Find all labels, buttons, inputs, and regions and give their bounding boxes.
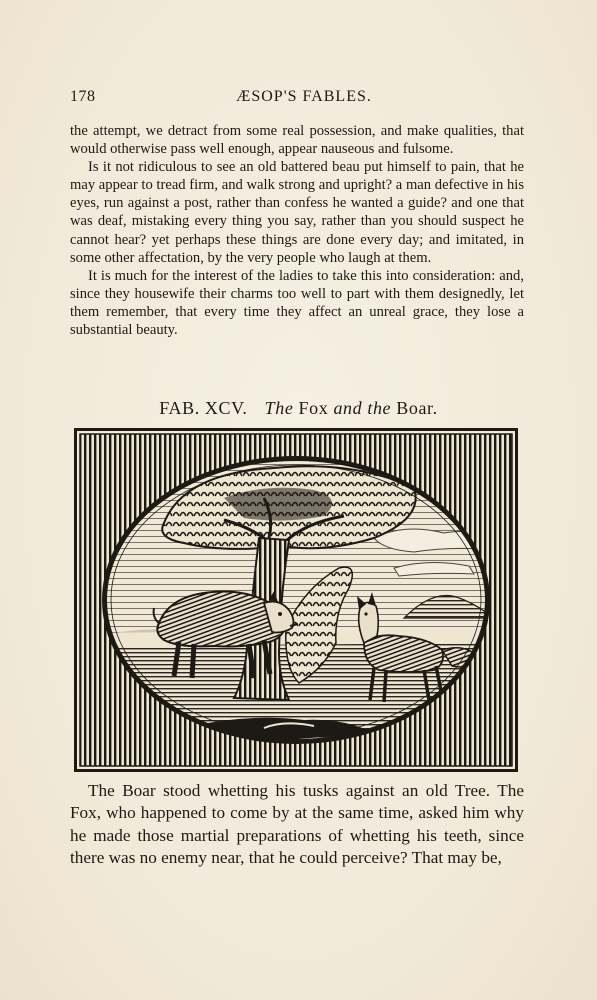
- woodcut-fox-and-boar-icon: [74, 428, 518, 772]
- running-head: [70, 88, 530, 110]
- paragraph-ladies: It is much for the interest of the ladies to take this into consideration: and, since they housewife their charms too well to part with them designedly, let them remember, that every time they affect an unreal grace, they lose a substantial beauty.: [70, 267, 524, 339]
- fable-number: FAB. XCV.: [159, 398, 248, 418]
- running-title: ÆSOP'S FABLES.: [236, 88, 372, 105]
- paragraph-beau: Is it not ridiculous to see an old battered beau put himself to pain, that he may appear to tread firm, and walk strong and upright? a man defective in his eyes, run against a post, rather than confess he wanted a guide? and one that was deaf, mistaking every thing you say, rather than you should suspect he cannot hear? yet perhaps these things are done every day; and imitated, in some other affectation, by the very people who laugh at them.: [70, 159, 524, 266]
- page-number: 178: [70, 88, 96, 105]
- woodcut-illustration: [74, 428, 518, 772]
- fable-title-fox: Fox: [298, 398, 329, 418]
- paragraph-continuation: the attempt, we detract from some real possession, and make qualities, that would otherwise pass well enough, appear nauseous and fulsome.: [70, 123, 524, 158]
- fable-title-and-the: and the: [333, 398, 392, 418]
- fable-heading: [0, 398, 597, 419]
- intro-text: [70, 122, 524, 339]
- story-paragraph: The Boar stood whetting his tusks against an old Tree. The Fox, who happened to come by at the same time, asked him why he made those martial preparations of whetting his teeth, since there was no enemy near, that he could perceive? That may be,: [70, 781, 524, 867]
- fable-story-text: [70, 780, 524, 869]
- fable-title-the: The: [264, 398, 294, 418]
- fable-title-boar: Boar.: [396, 398, 438, 418]
